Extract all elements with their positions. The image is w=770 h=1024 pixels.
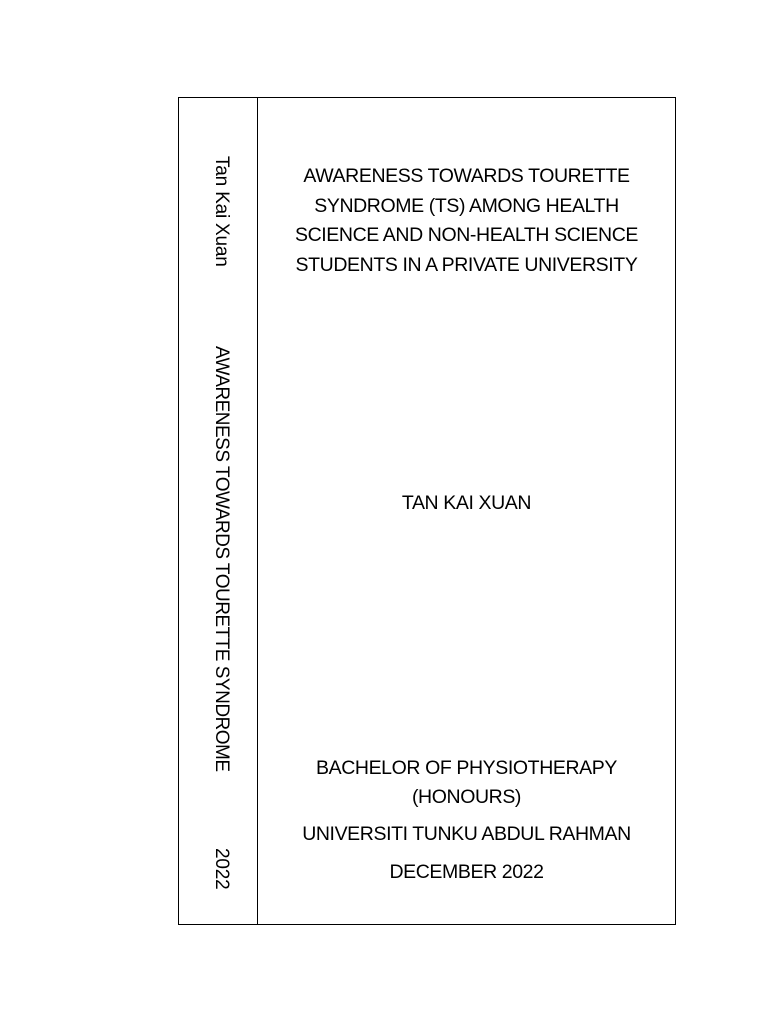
spine-title: AWARENESS TOWARDS TOURETTE SYNDROME bbox=[211, 346, 232, 772]
thesis-title-line: STUDENTS IN A PRIVATE UNIVERSITY bbox=[295, 253, 638, 276]
degree-line: (HONOURS) bbox=[411, 786, 522, 808]
university-name: UNIVERSITI TUNKU ABDUL RAHMAN bbox=[302, 823, 631, 845]
author-name: TAN KAI XUAN bbox=[401, 492, 532, 514]
degree-line: BACHELOR OF PHYSIOTHERAPY bbox=[316, 757, 617, 779]
thesis-title-line: SCIENCE AND NON-HEALTH SCIENCE bbox=[294, 224, 639, 246]
thesis-cover bbox=[178, 97, 676, 925]
thesis-title bbox=[258, 162, 675, 280]
spine-author: Tan Kai Xuan bbox=[211, 156, 232, 267]
degree-name bbox=[258, 754, 675, 812]
cover-spine bbox=[179, 98, 258, 924]
spine-year: 2022 bbox=[211, 848, 232, 890]
thesis-title-line: AWARENESS TOWARDS TOURETTE bbox=[303, 165, 630, 187]
submission-date: DECEMBER 2022 bbox=[389, 861, 544, 883]
thesis-title-line: SYNDROME (TS) AMONG HEALTH bbox=[314, 194, 619, 217]
cover-front bbox=[258, 98, 675, 924]
